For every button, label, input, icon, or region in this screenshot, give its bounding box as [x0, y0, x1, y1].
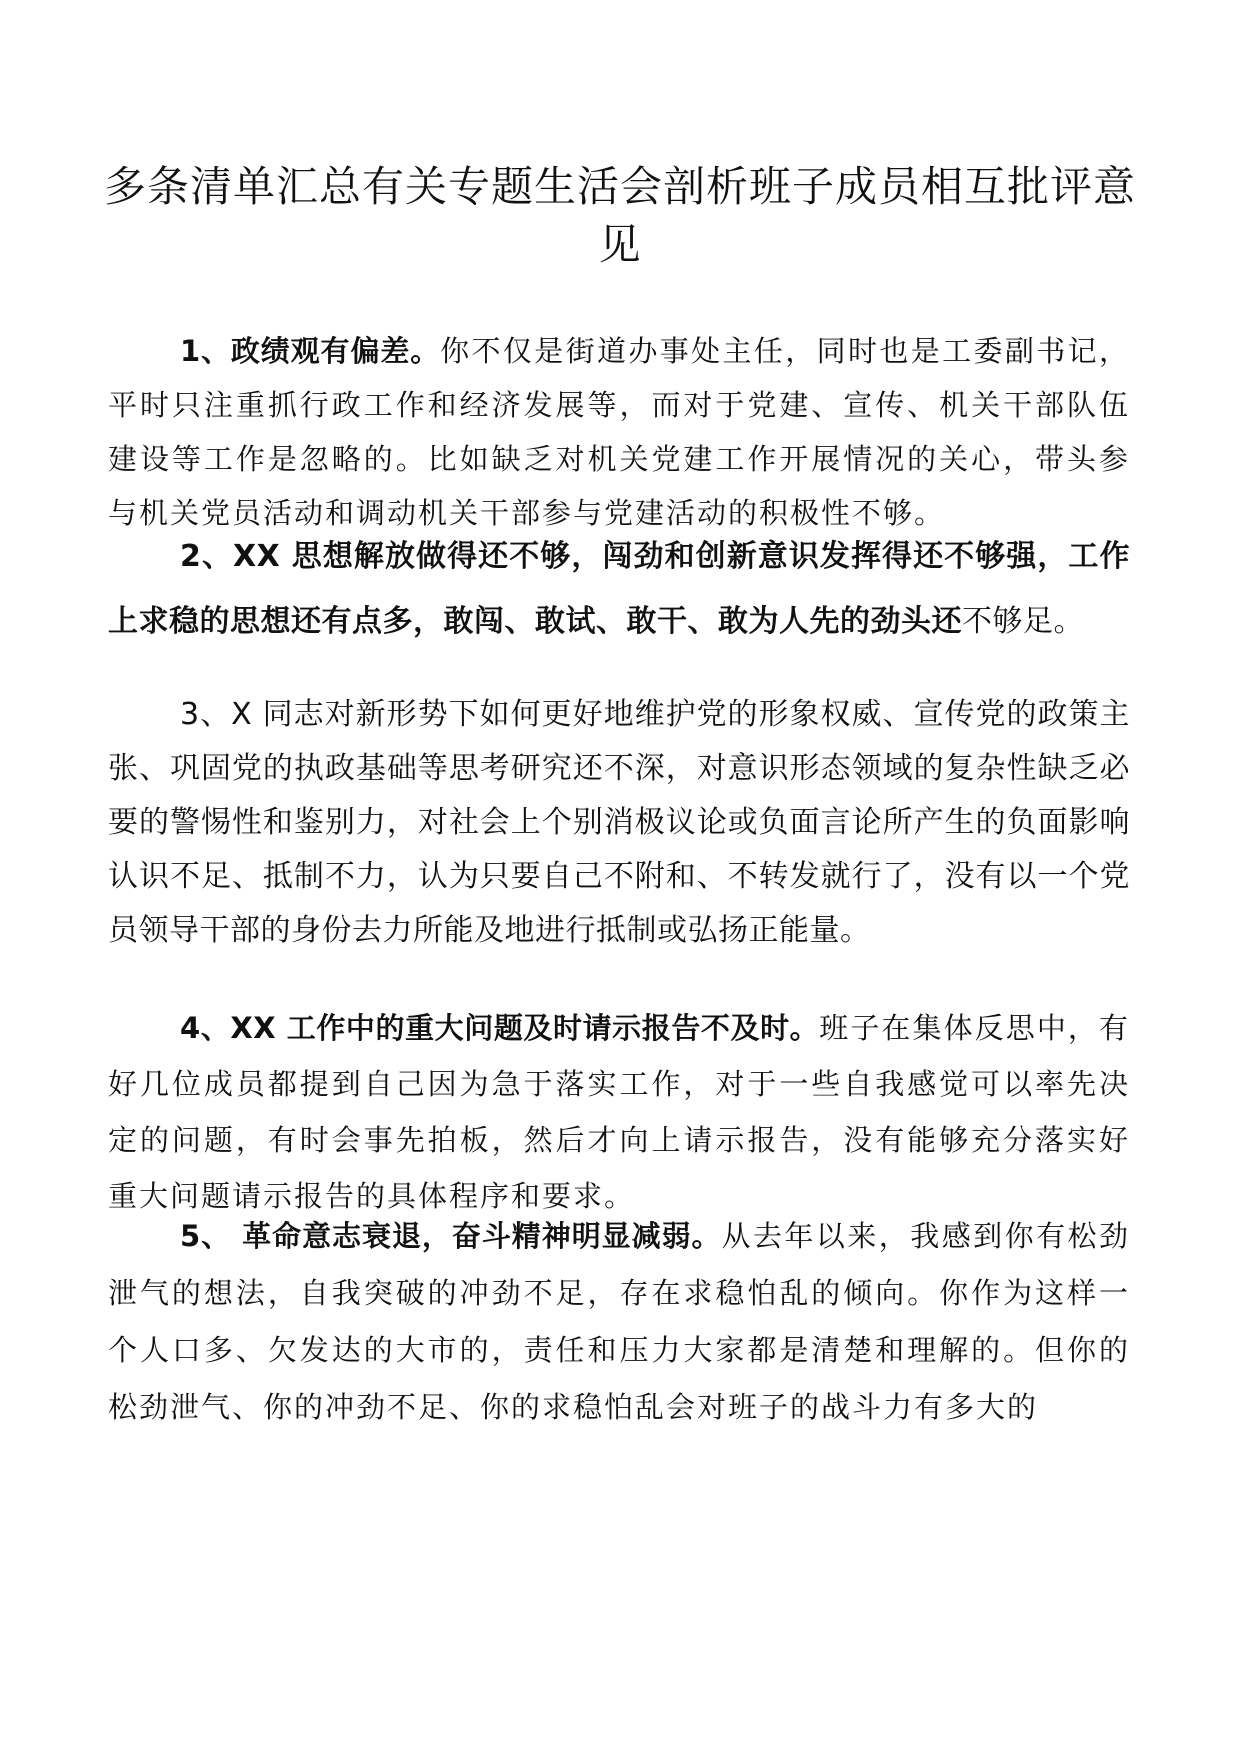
paragraph-4-lead: 4、XX 工作中的重大问题及时请示报告不及时。 [180, 1011, 820, 1045]
paragraph-2-lead: 2、XX 思想解放做得还不够，闯劲和创新意识发挥得还不够强，工作上求稳的思想还有点多，敢闯、敢试、敢干、敢为人先的劲头还 [108, 539, 1130, 639]
paragraph-1 [108, 324, 1130, 540]
paragraph-5-body: 从去年以来，我感到你有松劲泄气的想法，自我突破的冲劲不足，存在求稳怕乱的倾向。你作为这样一个人口多、欠发达的大市的，责任和压力大家都是清楚和理解的。但你的松劲泄气、你的冲劲不足、你的求稳怕乱会对班子的战斗力有多大的 [108, 1219, 1130, 1424]
paragraph-1-body: 你不仅是街道办事处主任，同时也是工委副书记，平时只注重抓行政工作和经济发展等，而对于党建、宣传、机关干部队伍建设等工作是忽略的。比如缺乏对机关党建工作开展情况的关心，带头参与机关党员活动和调动机关干部参与党建活动的积极性不够。 [108, 334, 1130, 530]
paragraph-1-lead: 1、政绩观有偏差。 [180, 334, 441, 368]
paragraph-4-body: 班子在集体反思中，有好几位成员都提到自己因为急于落实工作，对于一些自我感觉可以率先决定的问题，有时会事先拍板，然后才向上请示报告，没有能够充分落实好重大问题请示报告的具体程序和要求。 [108, 1011, 1130, 1213]
document-title: 多条清单汇总有关专题生活会剖析班子成员相互批评意见 [103, 162, 1136, 269]
paragraph-3-body: 策主张、巩固党的执政基础等思考研究还不深，对意识形态领域的复杂性缺乏必要的警惕性和鉴别力，对社会上个别消极议论或负面言论所产生的负面影响认识不足、抵制不力，认为只要自己不附和、不转发就行了，没有以一个党员领导干部的身份去力所能及地进行抵制或弘扬正能量。 [108, 697, 1130, 948]
paragraph-3 [108, 688, 1130, 958]
paragraph-5 [108, 1208, 1130, 1436]
paragraph-4 [108, 1000, 1130, 1224]
paragraph-2 [108, 524, 1130, 654]
paragraph-3-lead: 3、X 同志对新形势下如何更好地维护党的形象权威、宣传党的政 [180, 697, 1069, 732]
paragraph-2-body: 不够足。 [962, 604, 1084, 639]
paragraph-5-lead: 5、 革命意志衰退，奋斗精神明显减弱。 [180, 1219, 722, 1253]
